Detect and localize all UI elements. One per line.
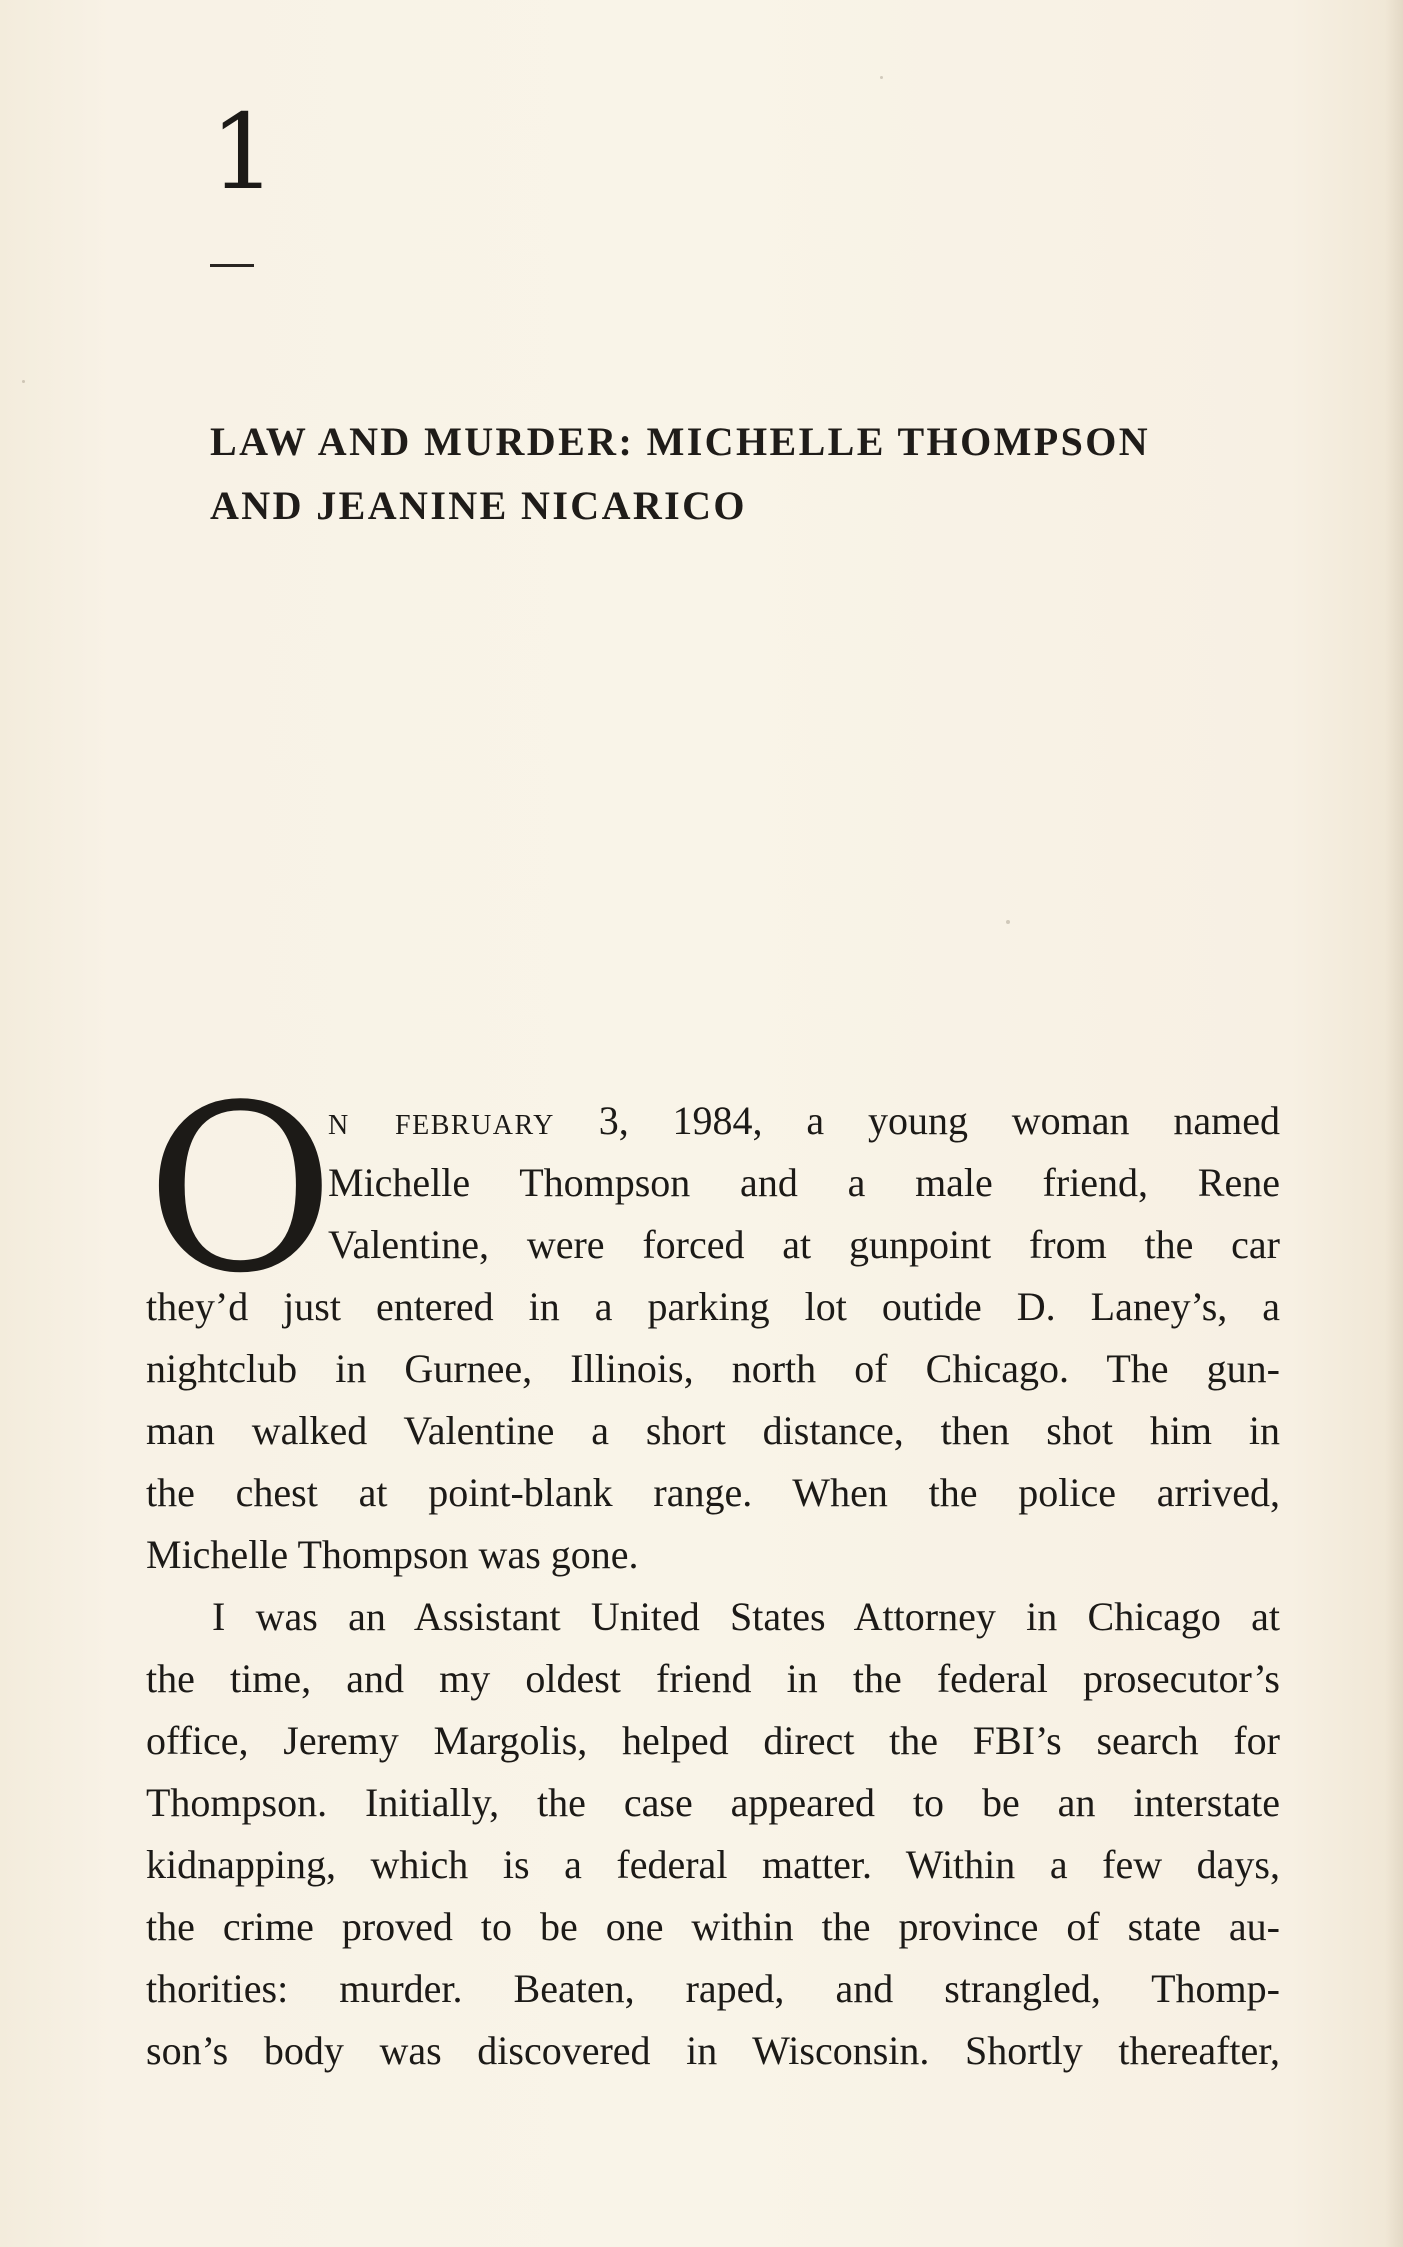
page-edge-shadow [1385, 0, 1403, 2247]
paper-speck [880, 76, 883, 79]
chapter-rule [210, 264, 254, 267]
paragraph-2-line: thorities: murder. Beaten, raped, and strangled, Thomp- [146, 1966, 1280, 2011]
body-text [146, 1057, 1280, 2082]
paragraph-1-line: they’d just entered in a parking lot outide D. Laney’s, a [146, 1284, 1280, 1329]
paragraph-1-line: man walked Valentine a short distance, then shot him in [146, 1408, 1280, 1453]
paragraph-2-line: I was an Assistant United States Attorney in Chicago at [212, 1594, 1280, 1639]
paragraph-1-line: the chest at point-blank range. When the police arrived, [146, 1470, 1280, 1515]
paragraph-1-line [146, 1090, 1280, 1152]
paragraph-1-line-1-rest: 3, 1984, a young woman named [554, 1098, 1280, 1143]
paper-speck [1006, 920, 1010, 924]
paragraph-2-line: Thompson. Initially, the case appeared to be an interstate [146, 1780, 1280, 1825]
paragraph-2-line: the time, and my oldest friend in the federal prosecutor’s [146, 1656, 1280, 1701]
opening-smallcaps: n february [328, 1098, 555, 1143]
paper-speck [22, 380, 25, 383]
paragraph-2-line: kidnapping, which is a federal matter. Within a few days, [146, 1842, 1280, 1887]
chapter-title [210, 410, 1290, 538]
paragraph-2-line: son’s body was discovered in Wisconsin. Shortly thereafter, [146, 2028, 1280, 2073]
drop-cap: O [146, 1057, 335, 1324]
paragraph-1-line: Michelle Thompson and a male friend, Rene [328, 1160, 1280, 1205]
paragraph-2-line: the crime proved to be one within the province of state au- [146, 1904, 1280, 1949]
paragraph-2-line: office, Jeremy Margolis, helped direct the FBI’s search for [146, 1718, 1280, 1763]
chapter-number: 1 [210, 91, 277, 213]
paragraph-1-line: nightclub in Gurnee, Illinois, north of Chicago. The gun- [146, 1346, 1280, 1391]
paragraph-1-line: Valentine, were forced at gunpoint from the car [328, 1222, 1280, 1267]
paragraph-1-line: Michelle Thompson was gone. [146, 1532, 639, 1577]
chapter-title-line-1: LAW AND MURDER: MICHELLE THOMPSON [210, 419, 1151, 464]
chapter-title-line-2: AND JEANINE NICARICO [210, 483, 747, 528]
